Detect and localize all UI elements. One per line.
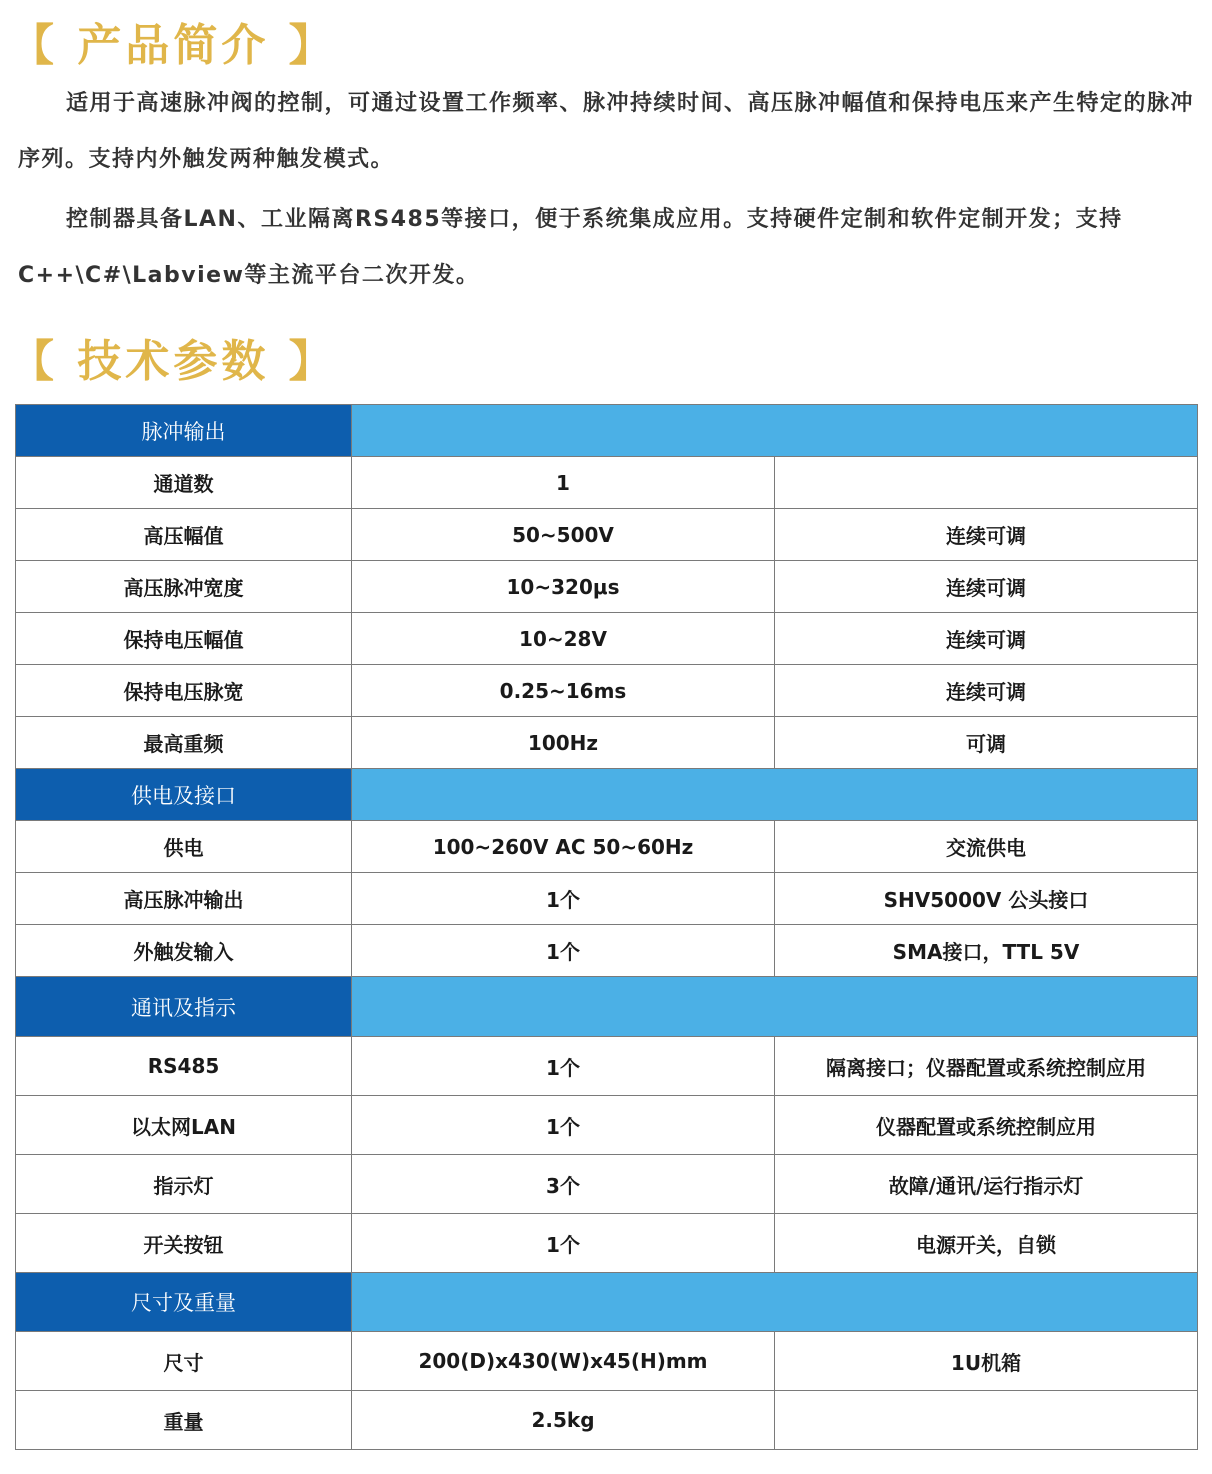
note-cell: 连续可调 xyxy=(775,509,1198,561)
group-fill xyxy=(352,769,1198,821)
table-row xyxy=(16,561,1198,613)
group-row-comm-indicator xyxy=(16,977,1198,1037)
value-cell: 10~28V xyxy=(352,613,775,665)
note-cell: 可调 xyxy=(775,717,1198,769)
param-cell: 供电 xyxy=(16,821,352,873)
group-name: 脉冲输出 xyxy=(16,405,352,457)
value-cell: 200(D)x430(W)x45(H)mm xyxy=(352,1332,775,1391)
group-name: 供电及接口 xyxy=(16,769,352,821)
table-row xyxy=(16,1332,1198,1391)
group-name: 通讯及指示 xyxy=(16,977,352,1037)
specs-section-title: 【 技术参数 】 xyxy=(10,336,337,387)
value-cell: 1个 xyxy=(352,873,775,925)
note-cell: 1U机箱 xyxy=(775,1332,1198,1391)
note-cell: 隔离接口；仪器配置或系统控制应用 xyxy=(775,1037,1198,1096)
intro-section-title: 【 产品简介 】 xyxy=(10,20,337,71)
note-cell: 电源开关，自锁 xyxy=(775,1214,1198,1273)
spec-table xyxy=(15,404,1198,1450)
value-cell: 50~500V xyxy=(352,509,775,561)
note-cell xyxy=(775,1391,1198,1450)
group-name: 尺寸及重量 xyxy=(16,1273,352,1332)
group-fill xyxy=(352,405,1198,457)
group-row-size-weight xyxy=(16,1273,1198,1332)
note-cell: SMA接口，TTL 5V xyxy=(775,925,1198,977)
table-row xyxy=(16,1155,1198,1214)
note-cell: 交流供电 xyxy=(775,821,1198,873)
table-row xyxy=(16,1096,1198,1155)
intro-paragraph-1: 适用于高速脉冲阀的控制，可通过设置工作频率、脉冲持续时间、高压脉冲幅值和保持电压来产生特定的脉冲序列。支持内外触发两种触发模式。 xyxy=(18,91,1195,172)
group-fill xyxy=(352,1273,1198,1332)
group-row-power-interface xyxy=(16,769,1198,821)
table-row xyxy=(16,717,1198,769)
value-cell: 1个 xyxy=(352,1037,775,1096)
value-cell: 1个 xyxy=(352,1214,775,1273)
table-row xyxy=(16,1037,1198,1096)
value-cell: 1个 xyxy=(352,925,775,977)
param-cell: 保持电压幅值 xyxy=(16,613,352,665)
note-cell: 连续可调 xyxy=(775,613,1198,665)
value-cell: 1个 xyxy=(352,1096,775,1155)
table-row xyxy=(16,457,1198,509)
value-cell: 100Hz xyxy=(352,717,775,769)
value-cell: 100~260V AC 50~60Hz xyxy=(352,821,775,873)
param-cell: 通道数 xyxy=(16,457,352,509)
param-cell: 指示灯 xyxy=(16,1155,352,1214)
note-cell: 故障/通讯/运行指示灯 xyxy=(775,1155,1198,1214)
param-cell: 尺寸 xyxy=(16,1332,352,1391)
param-cell: 保持电压脉宽 xyxy=(16,665,352,717)
param-cell: 高压脉冲输出 xyxy=(16,873,352,925)
param-cell: 外触发输入 xyxy=(16,925,352,977)
param-cell: 重量 xyxy=(16,1391,352,1450)
table-row xyxy=(16,1391,1198,1450)
group-fill xyxy=(352,977,1198,1037)
intro-paragraph-2: 控制器具备LAN、工业隔离RS485等接口，便于系统集成应用。支持硬件定制和软件定制开发；支持C++\C#\Labview等主流平台二次开发。 xyxy=(18,207,1123,288)
param-cell: 高压幅值 xyxy=(16,509,352,561)
value-cell: 2.5kg xyxy=(352,1391,775,1450)
param-cell: 开关按钮 xyxy=(16,1214,352,1273)
note-cell: 连续可调 xyxy=(775,665,1198,717)
param-cell: 以太网LAN xyxy=(16,1096,352,1155)
param-cell: 最高重频 xyxy=(16,717,352,769)
value-cell: 0.25~16ms xyxy=(352,665,775,717)
table-row xyxy=(16,665,1198,717)
note-cell xyxy=(775,457,1198,509)
table-row xyxy=(16,613,1198,665)
param-cell: 高压脉冲宽度 xyxy=(16,561,352,613)
table-row xyxy=(16,821,1198,873)
note-cell: 仪器配置或系统控制应用 xyxy=(775,1096,1198,1155)
param-cell: RS485 xyxy=(16,1037,352,1096)
note-cell: SHV5000V 公头接口 xyxy=(775,873,1198,925)
table-row xyxy=(16,873,1198,925)
note-cell: 连续可调 xyxy=(775,561,1198,613)
table-row xyxy=(16,509,1198,561)
value-cell: 10~320μs xyxy=(352,561,775,613)
value-cell: 3个 xyxy=(352,1155,775,1214)
value-cell: 1 xyxy=(352,457,775,509)
table-row xyxy=(16,1214,1198,1273)
group-row-pulse-output xyxy=(16,405,1198,457)
table-row xyxy=(16,925,1198,977)
